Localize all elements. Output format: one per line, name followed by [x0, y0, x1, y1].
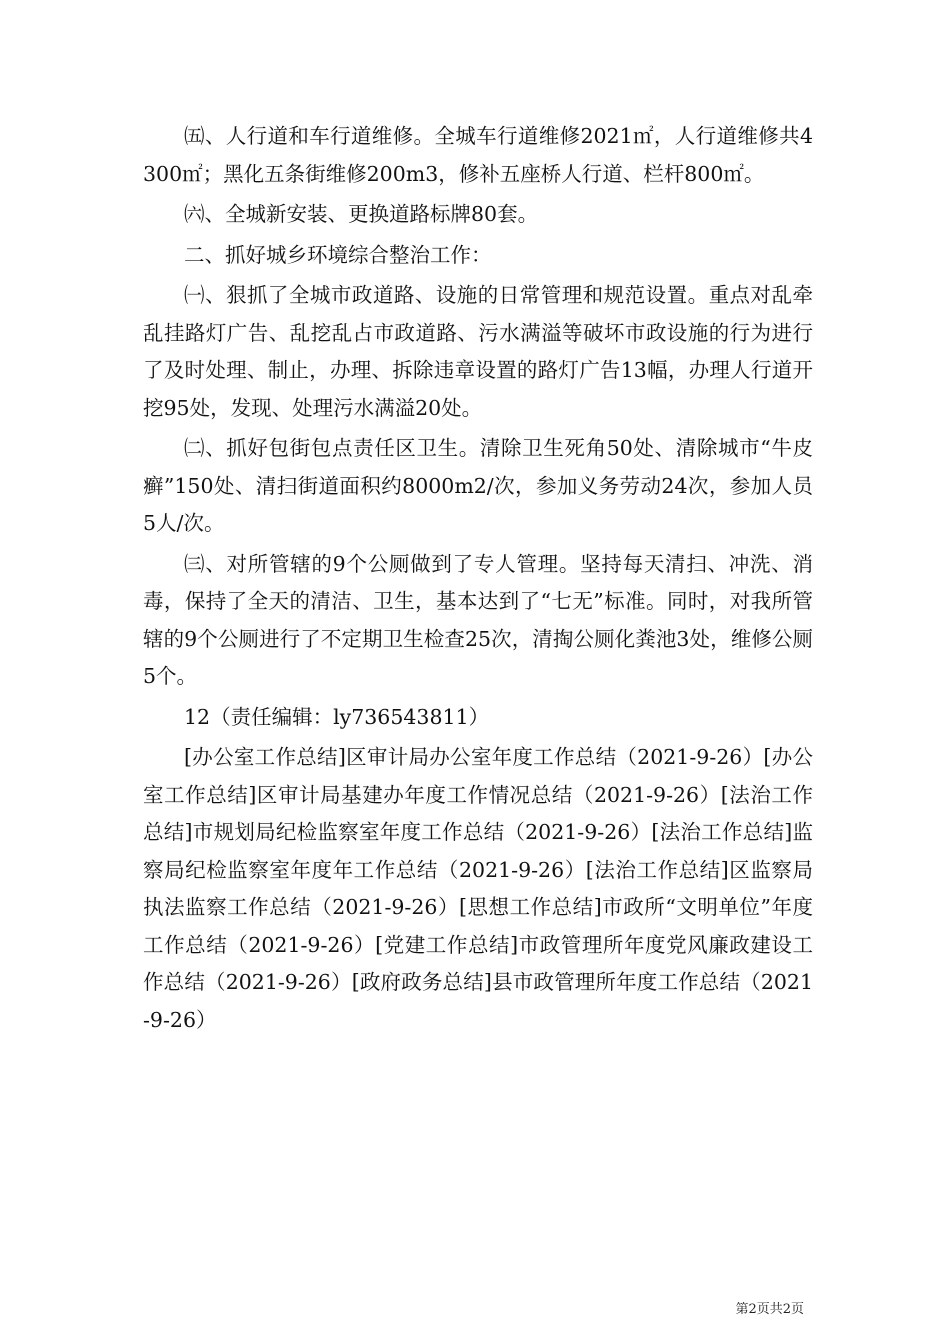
paragraph-editor: 12（责任编辑：ly736543811） — [184, 704, 490, 729]
paragraph-road-signs: ㈥、全城新安装、更换道路标牌80套。 — [184, 202, 539, 226]
paragraph-road-management: ㈠、狠抓了全城市政道路、设施的日常管理和规范设置。重点对乱牵乱挂路灯广告、乱挖乱占市政道路、污水满溢等破坏市政设施的行为进行了及时处理、制止，办理、拆除违章设置的路灯广告13幅，办理人行道开挖95处，发现、处理污水满溢20处。 — [143, 283, 813, 420]
page-number: 第2页共2页 — [735, 1302, 804, 1317]
paragraph-road-repair: ㈤、人行道和车行道维修。全城车行道维修2021㎡，人行道维修共4300㎡；黑化五条街维修200m3，修补五座桥人行道、栏杆800㎡。 — [143, 124, 813, 186]
paragraph-sanitation: ㈡、抓好包街包点责任区卫生。清除卫生死角50处、清除城市“牛皮癣”150处、清扫街道面积约8000m2/次，参加义务劳动24次，参加人员5人/次。 — [143, 436, 813, 535]
document-body — [143, 118, 813, 1039]
paragraph-section-heading: 二、抓好城乡环境综合整治工作： — [184, 242, 492, 267]
paragraph-public-toilets: ㈢、对所管辖的9个公厕做到了专人管理。坚持每天清扫、冲洗、消毒，保持了全天的清洁、卫生，基本达到了“七无”标准。同时，对我所管辖的9个公厕进行了不定期卫生检查25次，清掏公厕化粪池3处，维修公厕5个。 — [143, 551, 813, 688]
paragraph-related-articles: [办公室工作总结]区审计局办公室年度工作总结（2021-9-26）[办公室工作总结]区审计局基建办年度工作情况总结（2021-9-26）[法治工作总结]市规划局纪检监察室年度工作总结（2021-9-26）[法治工作总结]监察局纪检监察室年度年工作总结（2021-9-26）[法治工作总结]区监察局执法监察工作总结（2021-9-26）[思想工作总结]市政所“文明单位”年度工作总结（2021-9-26）[党建工作总结]市政管理所年度党风廉政建设工作总结（2021-9-26）[政府政务总结]县市政管理所年度工作总结（2021-9-26） — [143, 745, 813, 1032]
